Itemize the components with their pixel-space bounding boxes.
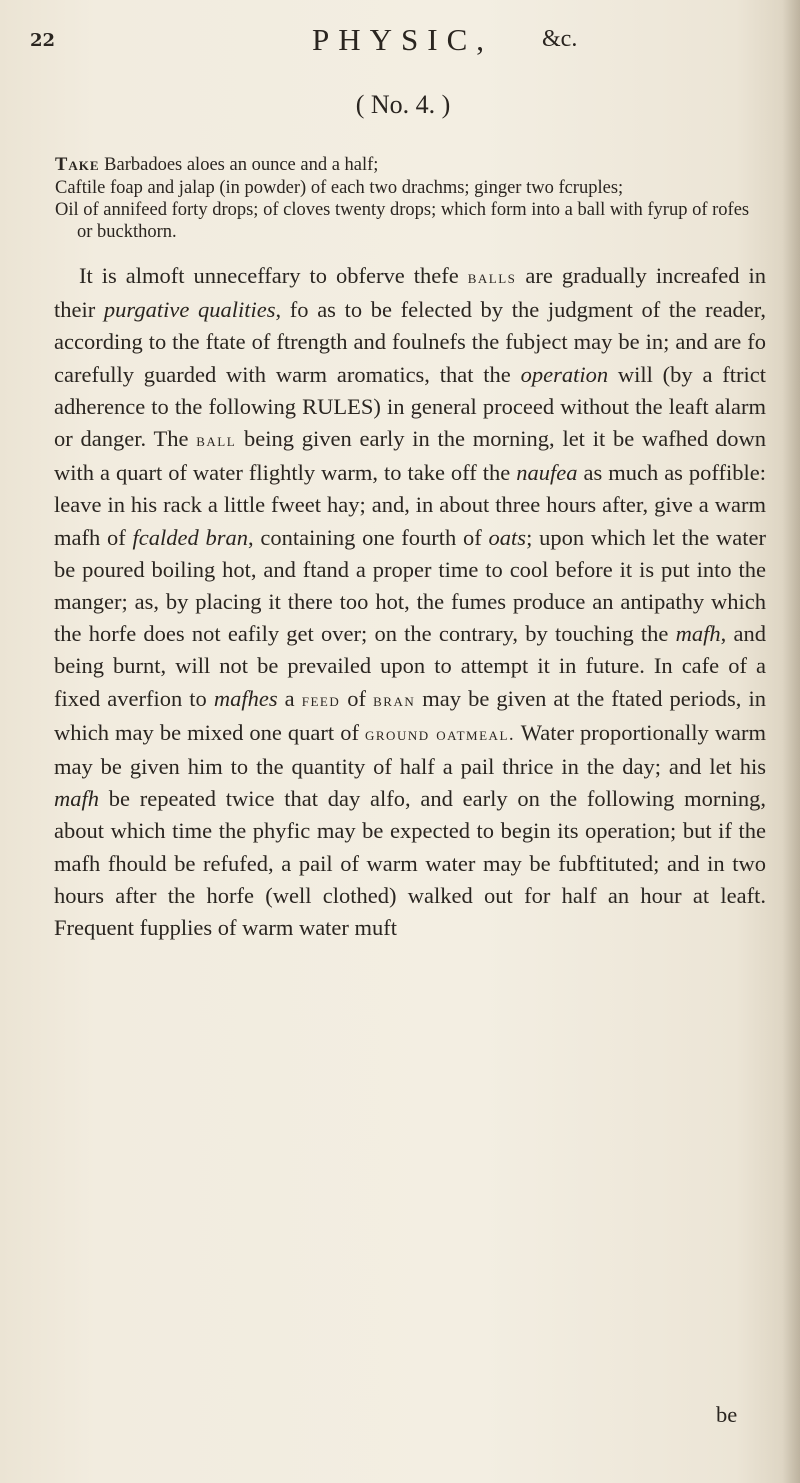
running-title: PHYSIC, <box>312 22 494 57</box>
italic-term: mafh <box>675 621 721 647</box>
text-run: are gradually increafed in their <box>54 263 766 323</box>
text-run: of <box>340 685 374 711</box>
small-caps-term: ground oatmeal. <box>365 723 516 745</box>
italic-term: naufea <box>516 460 578 486</box>
text-run: be repeated twice that day alfo, and early on the following morning, about which time the phyfic may be expected to begin its operation; but if the mafh fhould be refufed, a pail of warm water may be fubftituted; and in two hours after the horfe (well clothed) walked out for half an hour at leaft. Frequent fupplies of warm water muft <box>54 786 766 941</box>
text-run: , and being burnt, will not be prevailed upon to attempt it in future. In cafe of a fixed averfion to <box>54 621 766 711</box>
italic-term: mafhes <box>213 685 278 711</box>
text-run: being given early in the morning, let it be wafhed down with a quart of water flightly warm, to take off the <box>54 426 766 486</box>
page-edge-shadow <box>782 0 800 1483</box>
text-run: as much as poffible: leave in his rack a little fweet hay; and, in about three hours after, give a warm mafh of <box>54 460 766 550</box>
recipe-block <box>55 155 755 244</box>
page-number: 22 <box>30 30 56 51</box>
recipe-lead-word: Take <box>55 155 100 175</box>
body-paragraph <box>54 260 766 944</box>
small-caps-term: ball <box>196 430 237 452</box>
recipe-text: Barbadoes aloes an ounce and a half; <box>99 155 379 175</box>
catchword: be <box>716 1402 738 1427</box>
italic-term: purgative qualities <box>103 297 276 323</box>
running-title-suffix: &c. <box>542 26 578 52</box>
paragraph <box>54 260 766 944</box>
recipe-number: ( No. 4. ) <box>355 90 451 119</box>
small-caps-term: bran <box>373 689 416 711</box>
small-caps-term: feed <box>301 689 341 711</box>
small-caps-term: balls <box>467 267 517 288</box>
recipe-line <box>55 155 755 177</box>
italic-term: oats <box>488 524 527 550</box>
text-run: , containing one fourth of <box>247 524 489 550</box>
recipe-line: Oil of annifeed forty drops; of cloves twenty drops; which form into a ball with fyrup of rofes or buckthorn. <box>55 200 750 242</box>
text-run: will (by a ftrict adherence to the following RULES) in general proceed without the leaft alarm or danger. The <box>54 361 766 452</box>
italic-term: fcalded bran <box>132 524 248 550</box>
italic-term: mafh <box>54 786 99 812</box>
text-run: ; upon which let the water be poured boiling hot, and ftand a proper time to cool before it is put into the manger; as, by placing it there too hot, the fumes produce an antipathy which the horfe does not eafily get over; on the contrary, by touching the <box>54 524 766 647</box>
italic-term: operation <box>520 361 609 387</box>
text-run: , fo as to be felected by the judgment of the reader, according to the ftate of ftrength and foulnefs the fubject may be in; and are fo carefully guarded with warm aromatics, that the <box>54 297 767 387</box>
text-run: Water proportionally warm may be given him to the quantity of half a pail thrice in the day; and let his <box>54 719 766 780</box>
text-run: may be given at the ftated periods, in which may be mixed one quart of <box>54 685 766 745</box>
text-run: It is almoft unneceffary to obferve thefe <box>79 263 468 288</box>
recipe-line: Caftile foap and jalap (in powder) of each two drachms; ginger two fcruples; <box>55 177 624 198</box>
running-header <box>30 22 770 62</box>
text-run: a <box>277 685 302 711</box>
